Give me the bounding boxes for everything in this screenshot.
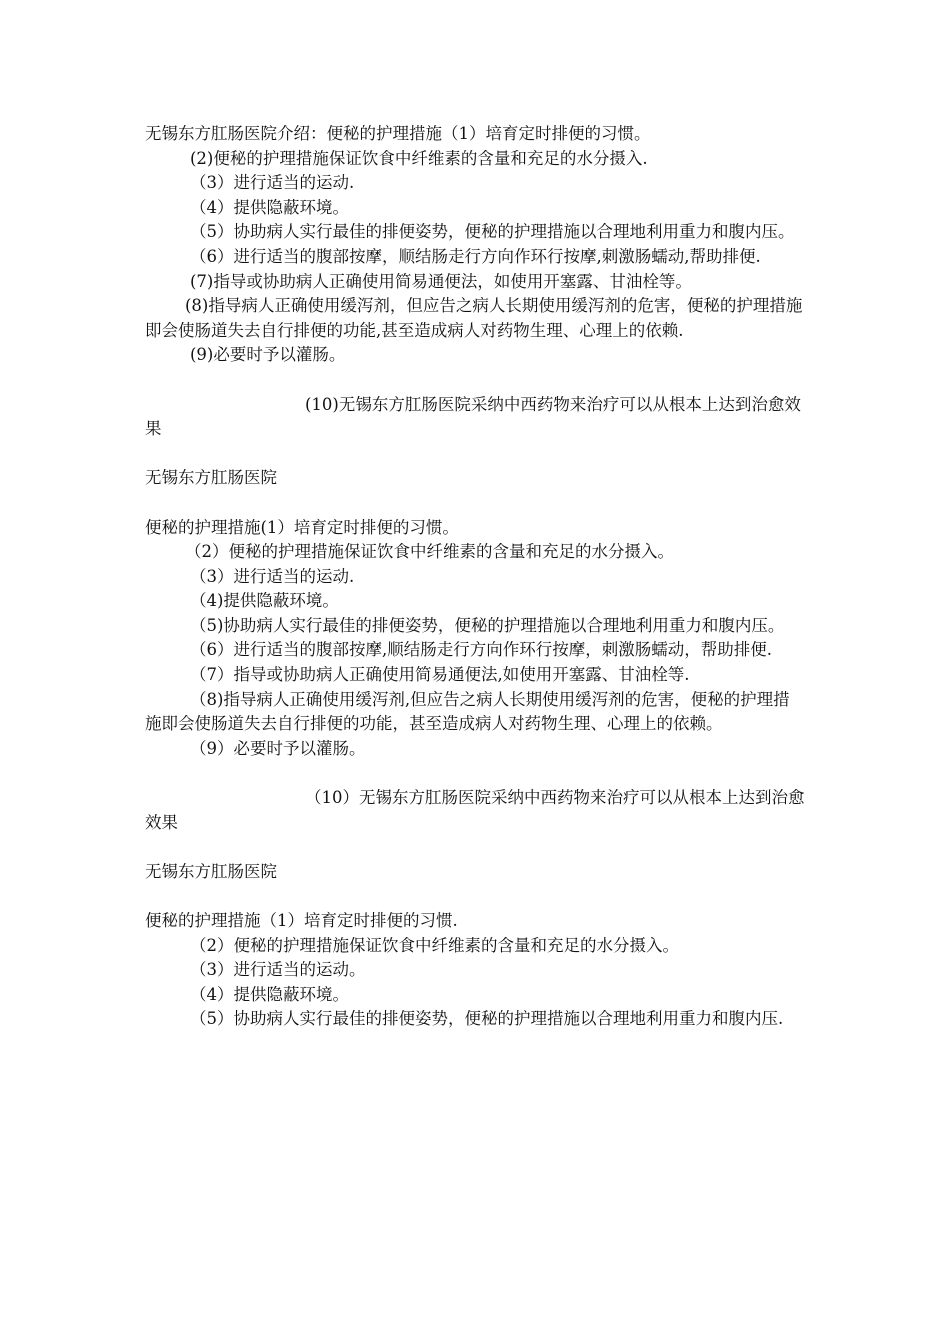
section2-intro: 便秘的护理措施(1）培育定时排便的习惯。 [145,517,459,537]
section1-item-4: （4）提供隐蔽环境。 [190,197,349,217]
spacer [145,491,805,516]
section2-item-3: （3）进行适当的运动. [190,566,355,586]
section1-item-3: （3）进行适当的运动. [190,173,355,193]
section1-item-8: (8)指导病人正确使用缓泻剂，但应告之病人长期使用缓泻剂的危害，便秘的护理措施即会使肠道失去自行排便的功能,甚至造成病人对药物生理、心理上的依赖. [145,296,803,340]
section2-item-2: （2）便秘的护理措施保证饮食中纤维素的含量和充足的水分摄入。 [185,542,674,562]
section2-item-5: （5)协助病人实行最佳的排便姿势，便秘的护理措施以合理地利用重力和腹内压。 [190,615,785,635]
section2-item-7: （7）指导或协助病人正确使用简易通便法,如使用开塞露、甘油栓等. [190,665,690,685]
section1-item-9: (9)必要时予以灌肠。 [190,345,346,365]
section2-hospital-name: 无锡东方肛肠医院 [145,861,277,881]
section1-hospital-name: 无锡东方肛肠医院 [145,468,277,488]
section3-intro: 便秘的护理措施（1）培育定时排便的习惯. [145,911,458,930]
section1-item-5: （5）协助病人实行最佳的排便姿势，便秘的护理措施以合理地利用重力和腹内压。 [190,222,795,242]
section2-closing: （10）无锡东方肛肠医院采纳中西药物来治疗可以从根本上达到治愈效果 [145,788,805,832]
spacer [145,442,805,467]
section1-intro: 无锡东方肛肠医院介绍：便秘的护理措施（1）培育定时排便的习惯。 [145,124,651,143]
document-body [145,122,805,1032]
spacer [145,835,805,860]
section2-item-9: （9）必要时予以灌肠。 [190,738,366,758]
section2-item-4: （4)提供隐蔽环境。 [190,591,339,611]
spacer [145,884,805,909]
section1-item-7: (7)指导或协助病人正确使用简易通便法，如使用开塞露、甘油栓等。 [190,271,692,291]
section3-item-2: （2）便秘的护理措施保证饮食中纤维素的含量和充足的水分摄入。 [190,935,679,955]
section1-closing: (10)无锡东方肛肠医院采纳中西药物来治疗可以从根本上达到治愈效果 [145,394,801,439]
spacer [145,368,805,393]
section1-item-6: （6）进行适当的腹部按摩，顺结肠走行方向作环行按摩,刺激肠蠕动,帮助排便. [190,246,761,266]
section3-item-4: （4）提供隐蔽环境。 [190,984,349,1004]
section3-item-5: （5）协助病人实行最佳的排便姿势，便秘的护理措施以合理地利用重力和腹内压. [190,1009,784,1029]
section2-item-8: （8)指导病人正确使用缓泻剂,但应告之病人长期使用缓泻剂的危害，便秘的护理措施即会使肠道失去自行排便的功能，甚至造成病人对药物生理、心理上的依赖。 [145,689,790,734]
spacer [145,761,805,786]
section3-item-3: （3）进行适当的运动。 [190,960,366,980]
section1-item-2: (2)便秘的护理措施保证饮食中纤维素的含量和充足的水分摄入. [190,148,648,168]
section2-item-6: （6）进行适当的腹部按摩,顺结肠走行方向作环行按摩，刺激肠蠕动，帮助排便. [190,640,772,660]
